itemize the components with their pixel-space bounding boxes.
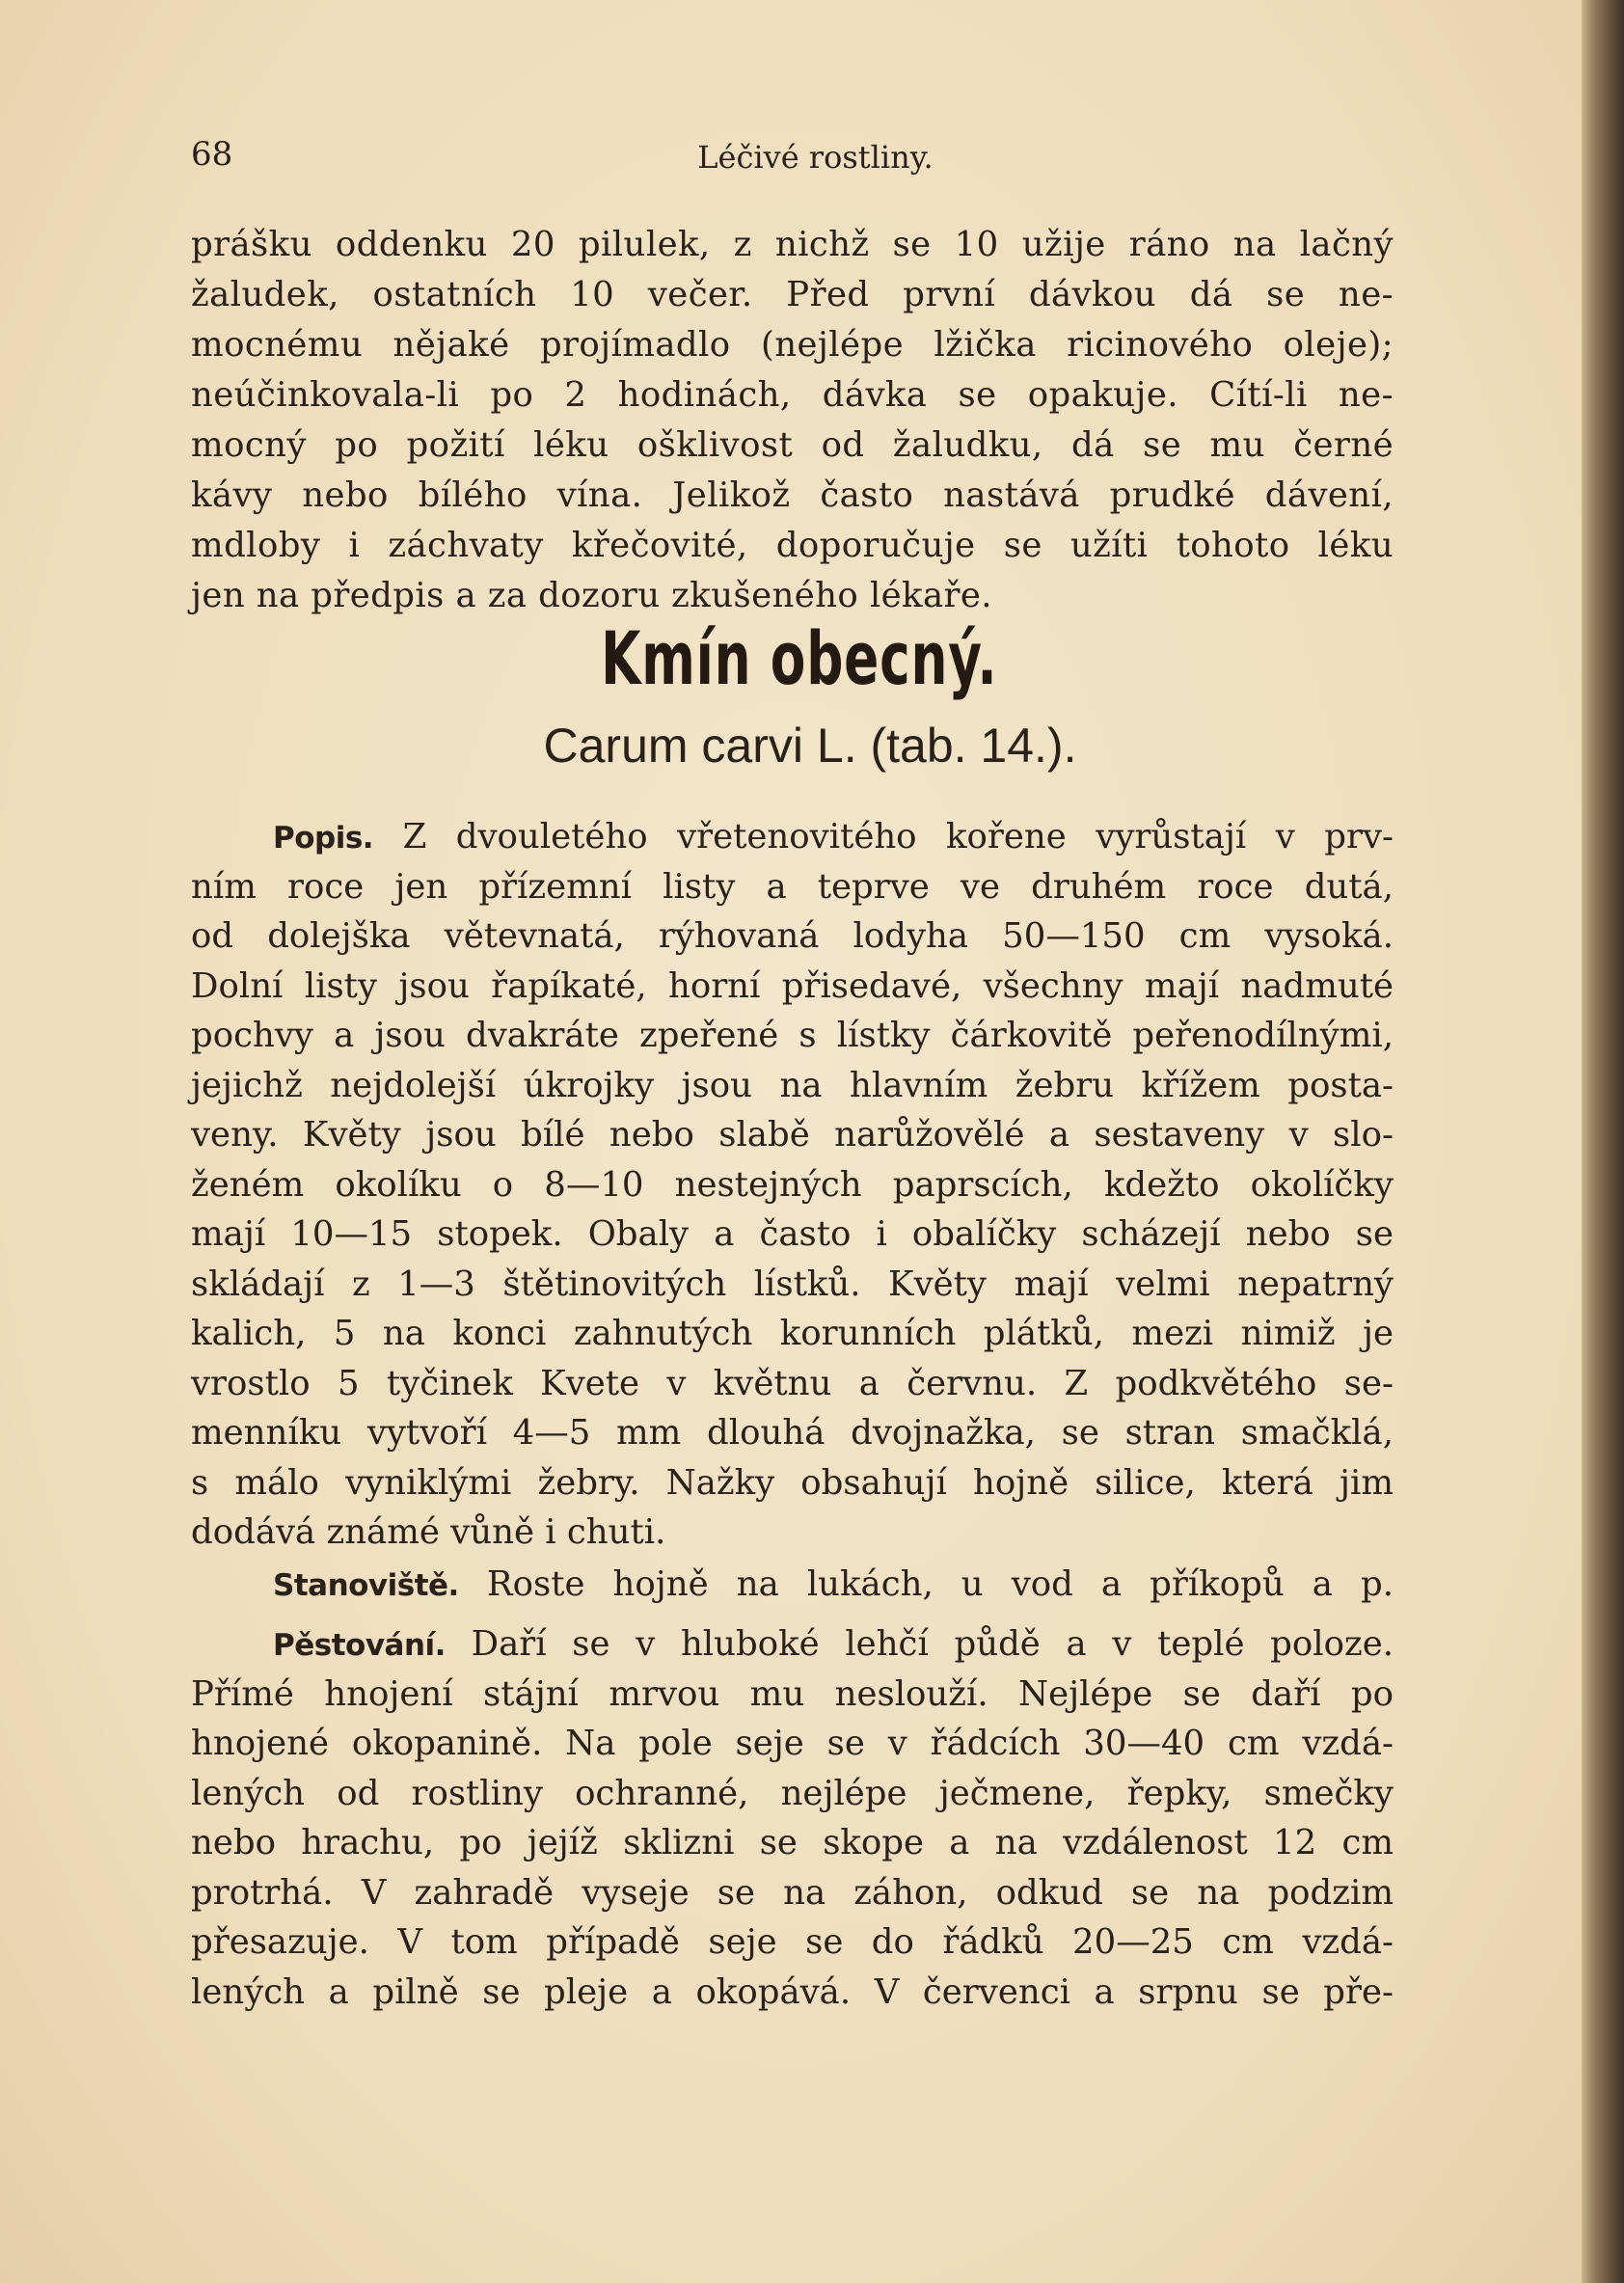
text-line: skládají z 1—3 štětinovitých lístků. Květy mají velmi nepatrný: [191, 1264, 1394, 1304]
article-subtitle: Carum carvi L. (tab. 14.).: [543, 719, 1077, 773]
text-line: pochvy a jsou dvakráte zpeřené s lístky čárkovitě peřenodílnými,: [191, 1016, 1394, 1055]
stanoviste-paragraph: [191, 1560, 1394, 1610]
text-line: mocnému nějaké projímadlo (nejlépe lžička ricinového oleje);: [191, 325, 1394, 365]
text-line: mocný po požití léku ošklivost od žaludku, dá se mu černé: [191, 425, 1394, 465]
text-line: kávy nebo bílého vína. Jelikož často nastává prudké dávení,: [191, 476, 1394, 515]
popis-first-line: Z dvouletého vřetenovitého kořene vyrůstají v prv-: [402, 817, 1394, 856]
text-line: dodává známé vůně i chuti.: [191, 1512, 666, 1552]
text-line: s málo vyniklými žebry. Nažky obsahují hojně silice, která jim: [191, 1462, 1394, 1503]
text-line: neúčinkovala-li po 2 hodinách, dávka se opakuje. Cítí-li ne-: [191, 375, 1394, 415]
text-line: jejichž nejdolejší úkrojky jsou na hlavním žebru křížem posta-: [191, 1065, 1394, 1105]
text-line: kalich, 5 na konci zahnutých korunních plátků, mezi nimiž je: [191, 1314, 1394, 1353]
text-line: veny. Květy jsou bílé nebo slabě narůžovělé a sestaveny v slo-: [191, 1115, 1394, 1155]
text-line: lených a pilně se pleje a okopává. V červenci a srpnu se pře-: [191, 1971, 1394, 2012]
pestovani-first-line: Daří se v hluboké lehčí půdě a v teplé poloze.: [471, 1624, 1394, 1664]
text-line: mdloby i záchvaty křečovité, doporučuje se užíti tohoto léku: [191, 526, 1394, 565]
page-header: [191, 135, 1401, 183]
stanoviste-label: Stanoviště.: [273, 1568, 459, 1603]
text-line: vrostlo 5 tyčinek Kvete v květnu a červnu. Z podkvětého se-: [191, 1363, 1394, 1403]
text-line: lených od rostliny ochranné, nejlépe ječmene, řepky, smečky: [191, 1773, 1394, 1813]
intro-paragraph: [191, 220, 1394, 621]
book-spine-edge: [1582, 0, 1624, 2283]
article-title: Kmín obecný.: [601, 615, 998, 701]
text-line: [191, 1619, 1394, 1670]
text-line: protrhá. V zahradě vyseje se na záhon, odkud se na podzim: [191, 1872, 1394, 1913]
text-line: hnojené okopanině. Na pole seje se v řádcích 30—40 cm vzdá-: [191, 1724, 1394, 1763]
text-line: [191, 1560, 1394, 1610]
text-line: [191, 812, 1394, 862]
pestovani-label: Pěstování.: [273, 1628, 446, 1663]
popis-paragraph: [191, 812, 1394, 1558]
running-title: Léčivé rostliny.: [697, 139, 934, 176]
text-line: nebo hrachu, po jejíž sklizni se skope a na vzdálenost 12 cm: [191, 1823, 1394, 1862]
text-line: ním roce jen přízemní listy a teprve ve druhém roce dutá,: [191, 866, 1394, 907]
popis-label: Popis.: [273, 821, 374, 856]
text-line: menníku vytvoří 4—5 mm dlouhá dvojnažka, se stran smačklá,: [191, 1413, 1394, 1453]
text-line: přesazuje. V tom případě seje se do řádků 20—25 cm vzdá-: [191, 1922, 1394, 1962]
text-line: od dolejška větevnatá, rýhovaná lodyha 50—150 cm vysoká.: [191, 916, 1394, 956]
text-line: žaludek, ostatních 10 večer. Před první dávkou dá se ne-: [191, 275, 1394, 314]
page-number: 68: [191, 135, 233, 174]
text-line: mají 10—15 stopek. Obaly a často i obalíčky scházejí nebo se: [191, 1214, 1394, 1254]
text-line: Dolní listy jsou řapíkaté, horní přisedavé, všechny mají nadmuté: [191, 965, 1394, 1006]
stanoviste-text: Roste hojně na lukách, u vod a příkopů a p.: [486, 1564, 1394, 1604]
text-line: ženém okolíku o 8—10 nestejných paprscích, kdežto okolíčky: [191, 1164, 1394, 1205]
text-line: jen na předpis a za dozoru zkušeného lékaře.: [191, 576, 992, 615]
text-line: Přímé hnojení stájní mrvou mu neslouží. Nejlépe se daří po: [191, 1673, 1394, 1714]
text-line: prášku oddenku 20 pilulek, z nichž se 10 užije ráno na lačný: [191, 225, 1394, 264]
pestovani-paragraph: [191, 1619, 1394, 2017]
